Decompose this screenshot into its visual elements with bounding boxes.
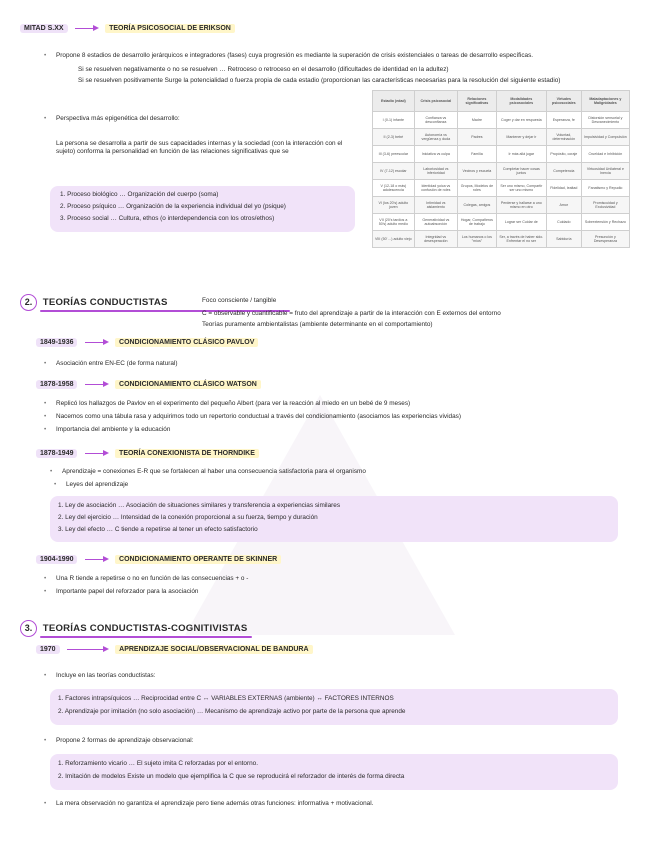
table-cell: Vecinos y escuela bbox=[457, 163, 496, 180]
arrow-icon bbox=[85, 384, 107, 385]
table-cell: Distorsión sensorial y Desvanecimiento bbox=[581, 112, 629, 129]
list-item: 1. Factores intrapsíquicos … Reciprocidad entre C ↔ VARIABLES EXTERNAS (ambiente) ↔ FACTORES INTERNOS bbox=[58, 695, 394, 702]
list-item: 2. Imitación de modelos Existe un modelo que ejemplifica la C que se reproducirá el reforzador de interés de forma directa bbox=[58, 773, 405, 780]
table-cell: Sobrextensión y Rechazo bbox=[581, 214, 629, 231]
table-cell: VI (los 20's) adulto joven bbox=[373, 197, 415, 214]
table-row bbox=[373, 112, 630, 129]
table-header: Crisis psicosocial bbox=[414, 91, 457, 112]
table-cell: Ser, a través de haber sido. Enfrentar el no ser bbox=[496, 231, 546, 248]
subsection-title: APRENDIZAJE SOCIAL/OBSERVACIONAL DE BANDURA bbox=[115, 645, 312, 654]
table-cell: Sabiduría bbox=[546, 231, 581, 248]
table-row bbox=[373, 197, 630, 214]
table-cell: Virtuosidad Unilateral e Inercia bbox=[581, 163, 629, 180]
table-cell: Colegas, amigos bbox=[457, 197, 496, 214]
arrow-icon bbox=[85, 453, 107, 454]
bandura-forms-list bbox=[58, 760, 613, 781]
thorndike-laws-list bbox=[58, 502, 613, 534]
header bbox=[20, 25, 235, 34]
table-cell: Propósito, coraje bbox=[546, 146, 581, 163]
erikson-process-list bbox=[60, 191, 350, 223]
table-header: Modalidades psicosociales bbox=[496, 91, 546, 112]
table-cell: Voluntad, determinación bbox=[546, 129, 581, 146]
list-item: 3. Ley del efecto … C tiende a repetirse al tener un efecto satisfactorio bbox=[58, 526, 258, 533]
watson-b3: • Importancia del ambiente y la educación bbox=[56, 426, 626, 434]
arrow-icon bbox=[75, 28, 97, 29]
section-number: 3. bbox=[20, 620, 37, 637]
table-header: Relaciones significativas bbox=[457, 91, 496, 112]
era-tag: MITAD S.XX bbox=[20, 24, 68, 33]
bandura-b2: • Propone 2 formas de aprendizaje observacional: bbox=[56, 737, 456, 745]
erikson-p1a: Si se resuelven negativamente o no se resuelven … Retroceso o retroceso en el desarrollo (dificultades de identidad en la adultez) bbox=[78, 66, 449, 73]
bandura-b3: • La mera observación no garantiza el aprendizaje pero tiene además otras funciones: informativa + motivacional. bbox=[56, 800, 616, 808]
section2-note3: Teorías puramente ambientalistas (ambiente determinante en el comportamiento) bbox=[202, 321, 433, 328]
table-cell: Fanatismo y Repudio bbox=[581, 180, 629, 197]
subsection-title: CONDICIONAMIENTO CLÁSICO WATSON bbox=[115, 380, 261, 389]
section-underline bbox=[40, 636, 252, 638]
table-cell: Confianza vs desconfianza bbox=[414, 112, 457, 129]
erikson-p3: La persona se desarrolla a partir de sus capacidades internas y la sociedad (con la interacción con el sujeto) conforma la personalidad en función de las relaciones significativas que se bbox=[56, 140, 343, 155]
table-cell: Los humanos o los "míos" bbox=[457, 231, 496, 248]
section-title-erikson: TEORÍA PSICOSOCIAL DE ERIKSON bbox=[105, 24, 235, 33]
table-cell: Crueldad e Inhibición bbox=[581, 146, 629, 163]
subsection-title: TEORÍA CONEXIONISTA DE THORNDIKE bbox=[115, 449, 259, 458]
table-cell: Competencia bbox=[546, 163, 581, 180]
table-cell: Grupos, Modelos de roles bbox=[457, 180, 496, 197]
thorndike-b1: • Aprendizaje = conexiones E-R que se fortalecen al haber una consecuencia satisfactoria para el organismo bbox=[62, 468, 622, 476]
table-cell: V (12-18 o más) adolescencia bbox=[373, 180, 415, 197]
table-cell: Promiscuidad y Exclusividad bbox=[581, 197, 629, 214]
section-title: TEORÍAS CONDUCTISTAS-COGNITIVISTAS bbox=[42, 623, 248, 634]
years: 1970 bbox=[36, 645, 60, 654]
skinner-b1: • Una R tiende a repetirse o no en función de las consecuencias + o - bbox=[56, 575, 616, 583]
table-cell: Integridad vs desesperación bbox=[414, 231, 457, 248]
thorndike-b2: • Leyes del aprendizaje bbox=[66, 481, 366, 489]
watson-b1: • Replicó los hallazgos de Pavlov en el experimento del pequeño Albert (para ver la reacción al miedo en un bebé de 9 meses) bbox=[56, 400, 626, 408]
table-cell: Cuidado bbox=[546, 214, 581, 231]
list-item: 2. Proceso psíquico … Organización de la experiencia individual del yo (psique) bbox=[60, 203, 286, 210]
table-cell: Presunción y Desesperanza bbox=[581, 231, 629, 248]
bandura-factors-list bbox=[58, 695, 613, 716]
table-cell: Identidad yoica vs confusión de roles bbox=[414, 180, 457, 197]
bandura-heading bbox=[36, 646, 313, 655]
list-item: 2. Aprendizaje por imitación (no solo asociación) … Mecanismo de aprendizaje activo por parte de la persona que aprende bbox=[58, 708, 406, 715]
table-header: Virtudes psicosociales bbox=[546, 91, 581, 112]
erikson-p1b: Si se resuelven positivamente Surge la potencialidad o fuerza propia de cada estadio (proporcionan las características necesarias para la resolución del siguiente estadio) bbox=[78, 77, 561, 84]
table-cell: Laboriosidad vs inferioridad bbox=[414, 163, 457, 180]
table-row bbox=[373, 180, 630, 197]
erikson-stages-table bbox=[372, 90, 630, 248]
table-row bbox=[373, 214, 630, 231]
table-row bbox=[373, 146, 630, 163]
table-row bbox=[373, 163, 630, 180]
table-cell: Intimidad vs aislamiento bbox=[414, 197, 457, 214]
list-item: 1. Reforzamiento vicario … El sujeto imita C reforzadas por el entorno. bbox=[58, 760, 258, 767]
skinner-heading bbox=[36, 556, 281, 565]
table-header: Maladaptaciones y Malignidades bbox=[581, 91, 629, 112]
erikson-p1: • Propone 8 estadios de desarrollo jerárquicos e integradores (fases) cuya progresión es mediante la superación de crisis existenciales o tareas de desarrollo específicas. bbox=[56, 52, 616, 60]
section-number: 2. bbox=[20, 294, 37, 311]
years: 1849-1936 bbox=[36, 338, 77, 347]
erikson-p2: • Perspectiva más epigenética del desarrollo: bbox=[56, 115, 346, 123]
section2-note2: C = observable y cuantificable = fruto del aprendizaje a partir de la interacción con E externos del entorno bbox=[202, 310, 501, 317]
table-cell: Ir más allá jugar bbox=[496, 146, 546, 163]
years: 1878-1949 bbox=[36, 449, 77, 458]
table-cell: Familia bbox=[457, 146, 496, 163]
pavlov-b1: • Asociación entre EN-EC (de forma natural) bbox=[56, 360, 596, 368]
table-cell: Autonomía vs vergüenza y duda bbox=[414, 129, 457, 146]
arrow-icon bbox=[85, 342, 107, 343]
list-item: 1. Ley de asociación … Asociación de situaciones similares y transferencia a experiencias similares bbox=[58, 502, 341, 509]
table-cell: Amor bbox=[546, 197, 581, 214]
table-cell: Padres bbox=[457, 129, 496, 146]
list-item: 2. Ley del ejercicio … Intensidad de la conexión proporcional a su fuerza, tiempo y duración bbox=[58, 514, 318, 521]
table-cell: Mantener y dejar ir bbox=[496, 129, 546, 146]
list-item: 1. Proceso biológico … Organización del cuerpo (soma) bbox=[60, 191, 219, 198]
arrow-icon bbox=[85, 559, 107, 560]
watson-b2: • Nacemos como una tábula rasa y adquirimos todo un repertorio conductual a través del condicionamiento (asociamos las experiencias vividas) bbox=[56, 413, 626, 421]
table-cell: Lograr ser Cuidar de bbox=[496, 214, 546, 231]
section2-note1: Foco consciente / tangible bbox=[202, 297, 277, 304]
section-title: TEORÍAS CONDUCTISTAS bbox=[42, 297, 168, 308]
subsection-title: CONDICIONAMIENTO CLÁSICO PAVLOV bbox=[115, 338, 258, 347]
subsection-title: CONDICIONAMIENTO OPERANTE DE SKINNER bbox=[115, 555, 281, 564]
table-cell: Hogar, Compañeros de trabajo bbox=[457, 214, 496, 231]
table-cell: I (0-1) infante bbox=[373, 112, 415, 129]
table-row bbox=[373, 231, 630, 248]
table-cell: Fidelidad, lealtad bbox=[546, 180, 581, 197]
section-2-heading bbox=[20, 294, 168, 311]
pavlov-heading bbox=[36, 339, 258, 348]
table-cell: Esperanza, fe bbox=[546, 112, 581, 129]
arrow-icon bbox=[67, 649, 107, 650]
table-cell: Completar hacer cosas juntos bbox=[496, 163, 546, 180]
table-cell: II (2-3) bebé bbox=[373, 129, 415, 146]
thorndike-heading bbox=[36, 450, 259, 459]
years: 1878-1958 bbox=[36, 380, 77, 389]
table-cell: Ser uno mismo, Compartir ser uno mismo bbox=[496, 180, 546, 197]
table-cell: Perderse y hallarse a uno mismo en otro bbox=[496, 197, 546, 214]
bandura-b1: • Incluye en las teorías conductistas: bbox=[56, 672, 456, 680]
years: 1904-1990 bbox=[36, 555, 77, 564]
table-header: Estadio (edad) bbox=[373, 91, 415, 112]
watson-heading bbox=[36, 381, 261, 390]
list-item: 3. Proceso social … Cultura, ethos (o interdependencia con los otros/ethos) bbox=[60, 215, 275, 222]
table-cell: VII (20's tardíos a 50's) adulto medio bbox=[373, 214, 415, 231]
table-cell: Impulsividad y Compulsión bbox=[581, 129, 629, 146]
skinner-b2: • Importante papel del reforzador para la asociación bbox=[56, 588, 616, 596]
table-row bbox=[373, 129, 630, 146]
table-cell: Generatividad vs autoabsorción bbox=[414, 214, 457, 231]
table-cell: Madre bbox=[457, 112, 496, 129]
section-3-heading bbox=[20, 620, 248, 637]
table-cell: III (3-6) preescolar bbox=[373, 146, 415, 163]
table-cell: Coger y dar en respuesta bbox=[496, 112, 546, 129]
table-cell: IV (7-12) escolar bbox=[373, 163, 415, 180]
table-cell: Iniciativa vs culpa bbox=[414, 146, 457, 163]
table-cell: VIII (50' ...) adulto viejo bbox=[373, 231, 415, 248]
